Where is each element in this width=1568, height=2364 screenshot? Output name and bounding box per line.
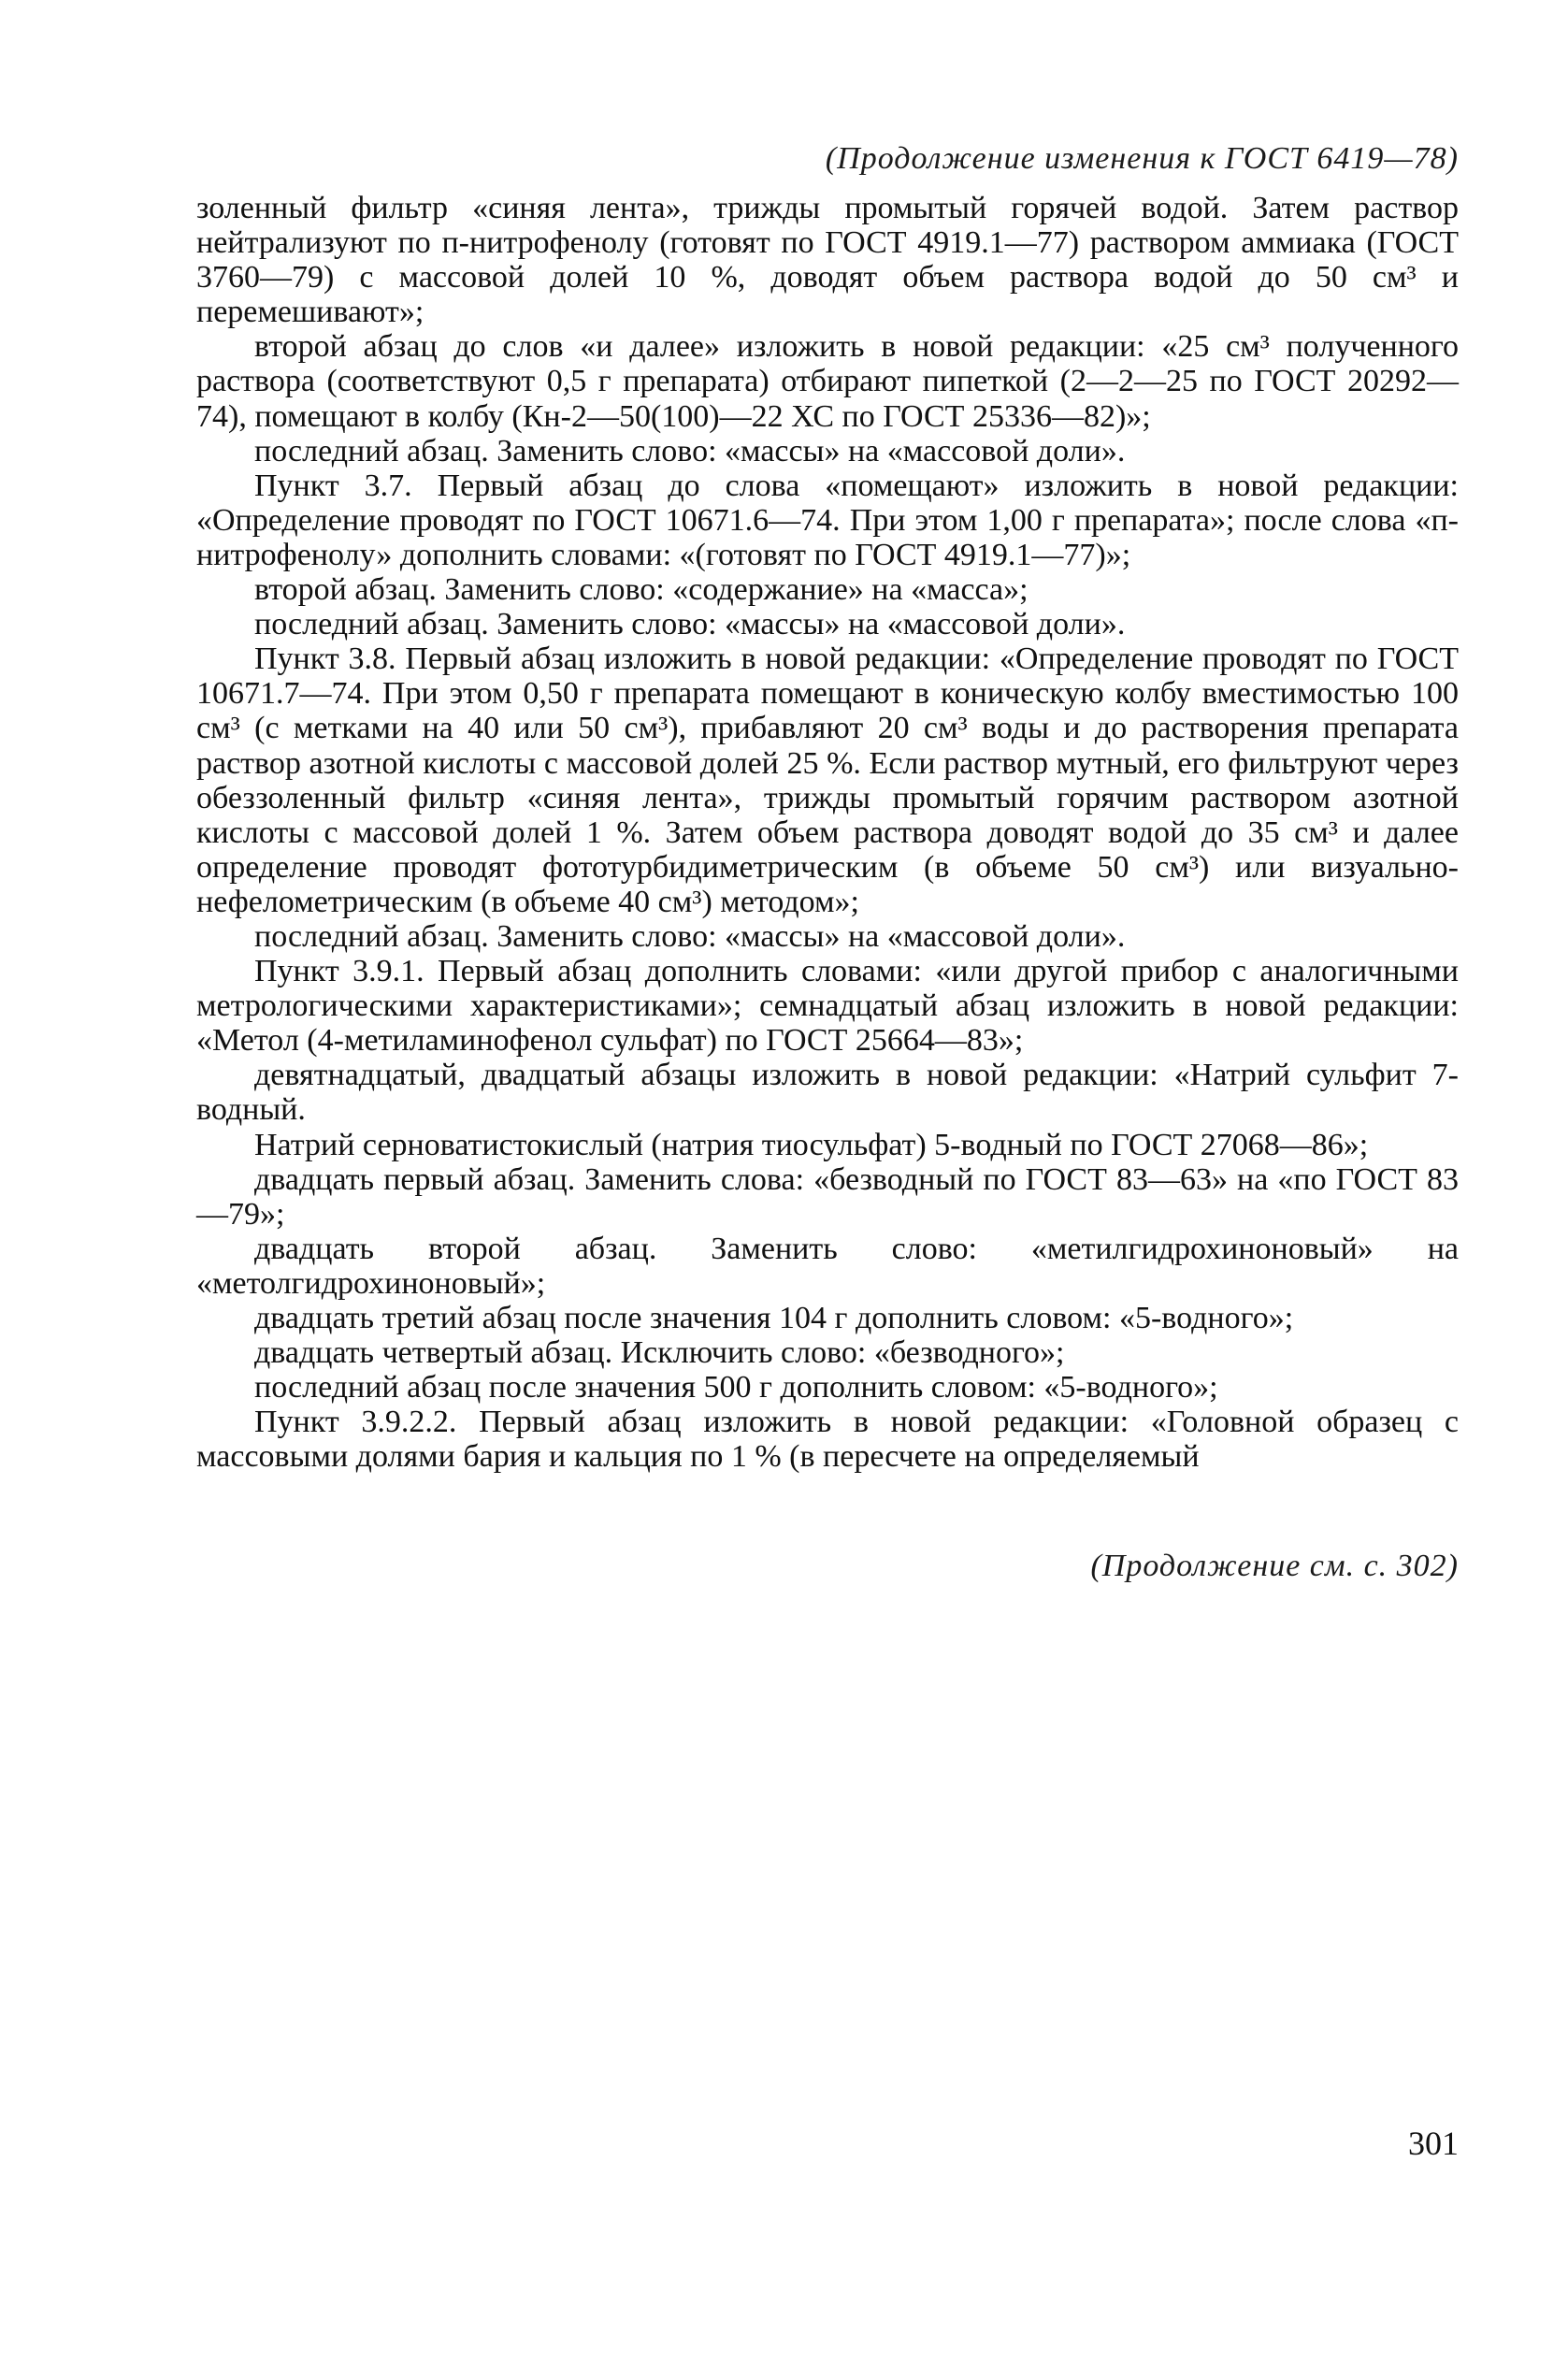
paragraph: Пункт 3.7. Первый абзац до слова «помещают» изложить в новой редакции: «Определение проводят по ГОСТ 10671.6—74. При этом 1,00 г препарата»; после слова «п-нитрофенолу» дополнить словами: «(готовят по ГОСТ 4919.1—77)»; [196, 468, 1459, 572]
paragraph: Натрий серноватистокислый (натрия тиосульфат) 5-водный по ГОСТ 27068—86»; [254, 1127, 1369, 1162]
running-header: (Продолжение изменения к ГОСТ 6419—78) [825, 141, 1459, 176]
paragraph: Пункт 3.9.2.2. Первый абзац изложить в новой редакции: «Головной образец с массовыми долями бария и кальция по 1 % (в пересчете на определяемый [196, 1405, 1459, 1475]
paragraph: двадцать третий абзац после значения 104 г дополнить словом: «5-водного»; [254, 1301, 1294, 1335]
paragraph: последний абзац. Заменить слово: «массы» на «массовой доли». [254, 607, 1126, 642]
paragraph: двадцать второй абзац. Заменить слово: «метилгидрохиноновый» на «метолгидрохиноновый»; [196, 1231, 1459, 1301]
paragraph: последний абзац. Заменить слово: «массы» на «массовой доли». [254, 918, 1126, 954]
page-number: 301 [1408, 2125, 1459, 2162]
paragraph: Пункт 3.9.1. Первый абзац дополнить словами: «или другой прибор с аналогичными метрологическими характеристиками»; семнадцатый абзац изложить в новой редакции: «Метол (4-метиламинофенол сульфат) по ГОСТ 25664—83»; [196, 954, 1459, 1059]
paragraph: девятнадцатый, двадцатый абзацы изложить в новой редакции: «Натрий сульфит 7-водный. [196, 1058, 1459, 1128]
paragraph: последний абзац. Заменить слово: «массы» на «массовой доли». [254, 433, 1126, 468]
continuation-note: (Продолжение см. с. 302) [1090, 1549, 1459, 1583]
paragraph: второй абзац. Заменить слово: «содержание» на «масса»; [254, 572, 1029, 608]
paragraph: двадцать первый абзац. Заменить слова: «безводный по ГОСТ 83—63» на «по ГОСТ 83—79»; [196, 1161, 1459, 1232]
paragraph: последний абзац после значения 500 г дополнить словом: «5-водного»; [254, 1370, 1218, 1405]
paragraph: золенный фильтр «синяя лента», трижды промытый горячей водой. Затем раствор нейтрализуют по п-нитрофенолу (готовят по ГОСТ 4919.1—77) раствором аммиака (ГОСТ 3760—79) с массовой долей 10 %, доводят объем раствора водой до 50 см³ и перемешивают»; [196, 191, 1459, 330]
paragraph: второй абзац до слов «и далее» изложить в новой редакции: «25 см³ полученного раствора (соответствуют 0,5 г препарата) отбирают пипеткой (2—2—25 по ГОСТ 20292—74), помещают в колбу (Кн-2—50(100)—22 ХС по ГОСТ 25336—82)»; [196, 329, 1459, 434]
paragraph: Пункт 3.8. Первый абзац изложить в новой редакции: «Определение проводят по ГОСТ 10671.7—74. При этом 0,50 г препарата помещают в коническую колбу вместимостью 100 см³ (с метками на 40 или 50 см³), прибавляют 20 см³ воды и до растворения препарата раствор азотной кислоты с массовой долей 25 %. Если раствор мутный, его фильтруют через обеззоленный фильтр «синяя лента», трижды промытый горячим раствором азотной кислоты с массовой долей 1 %. Затем объем раствора доводят водой до 35 см³ и далее определение проводят фототурбидиметрическим (в объеме 50 см³) или визуально-нефелометрическим (в объеме 40 см³) методом»; [196, 641, 1459, 919]
body-text [196, 191, 1459, 1474]
paragraph: двадцать четвертый абзац. Исключить слово: «безводного»; [254, 1335, 1065, 1371]
